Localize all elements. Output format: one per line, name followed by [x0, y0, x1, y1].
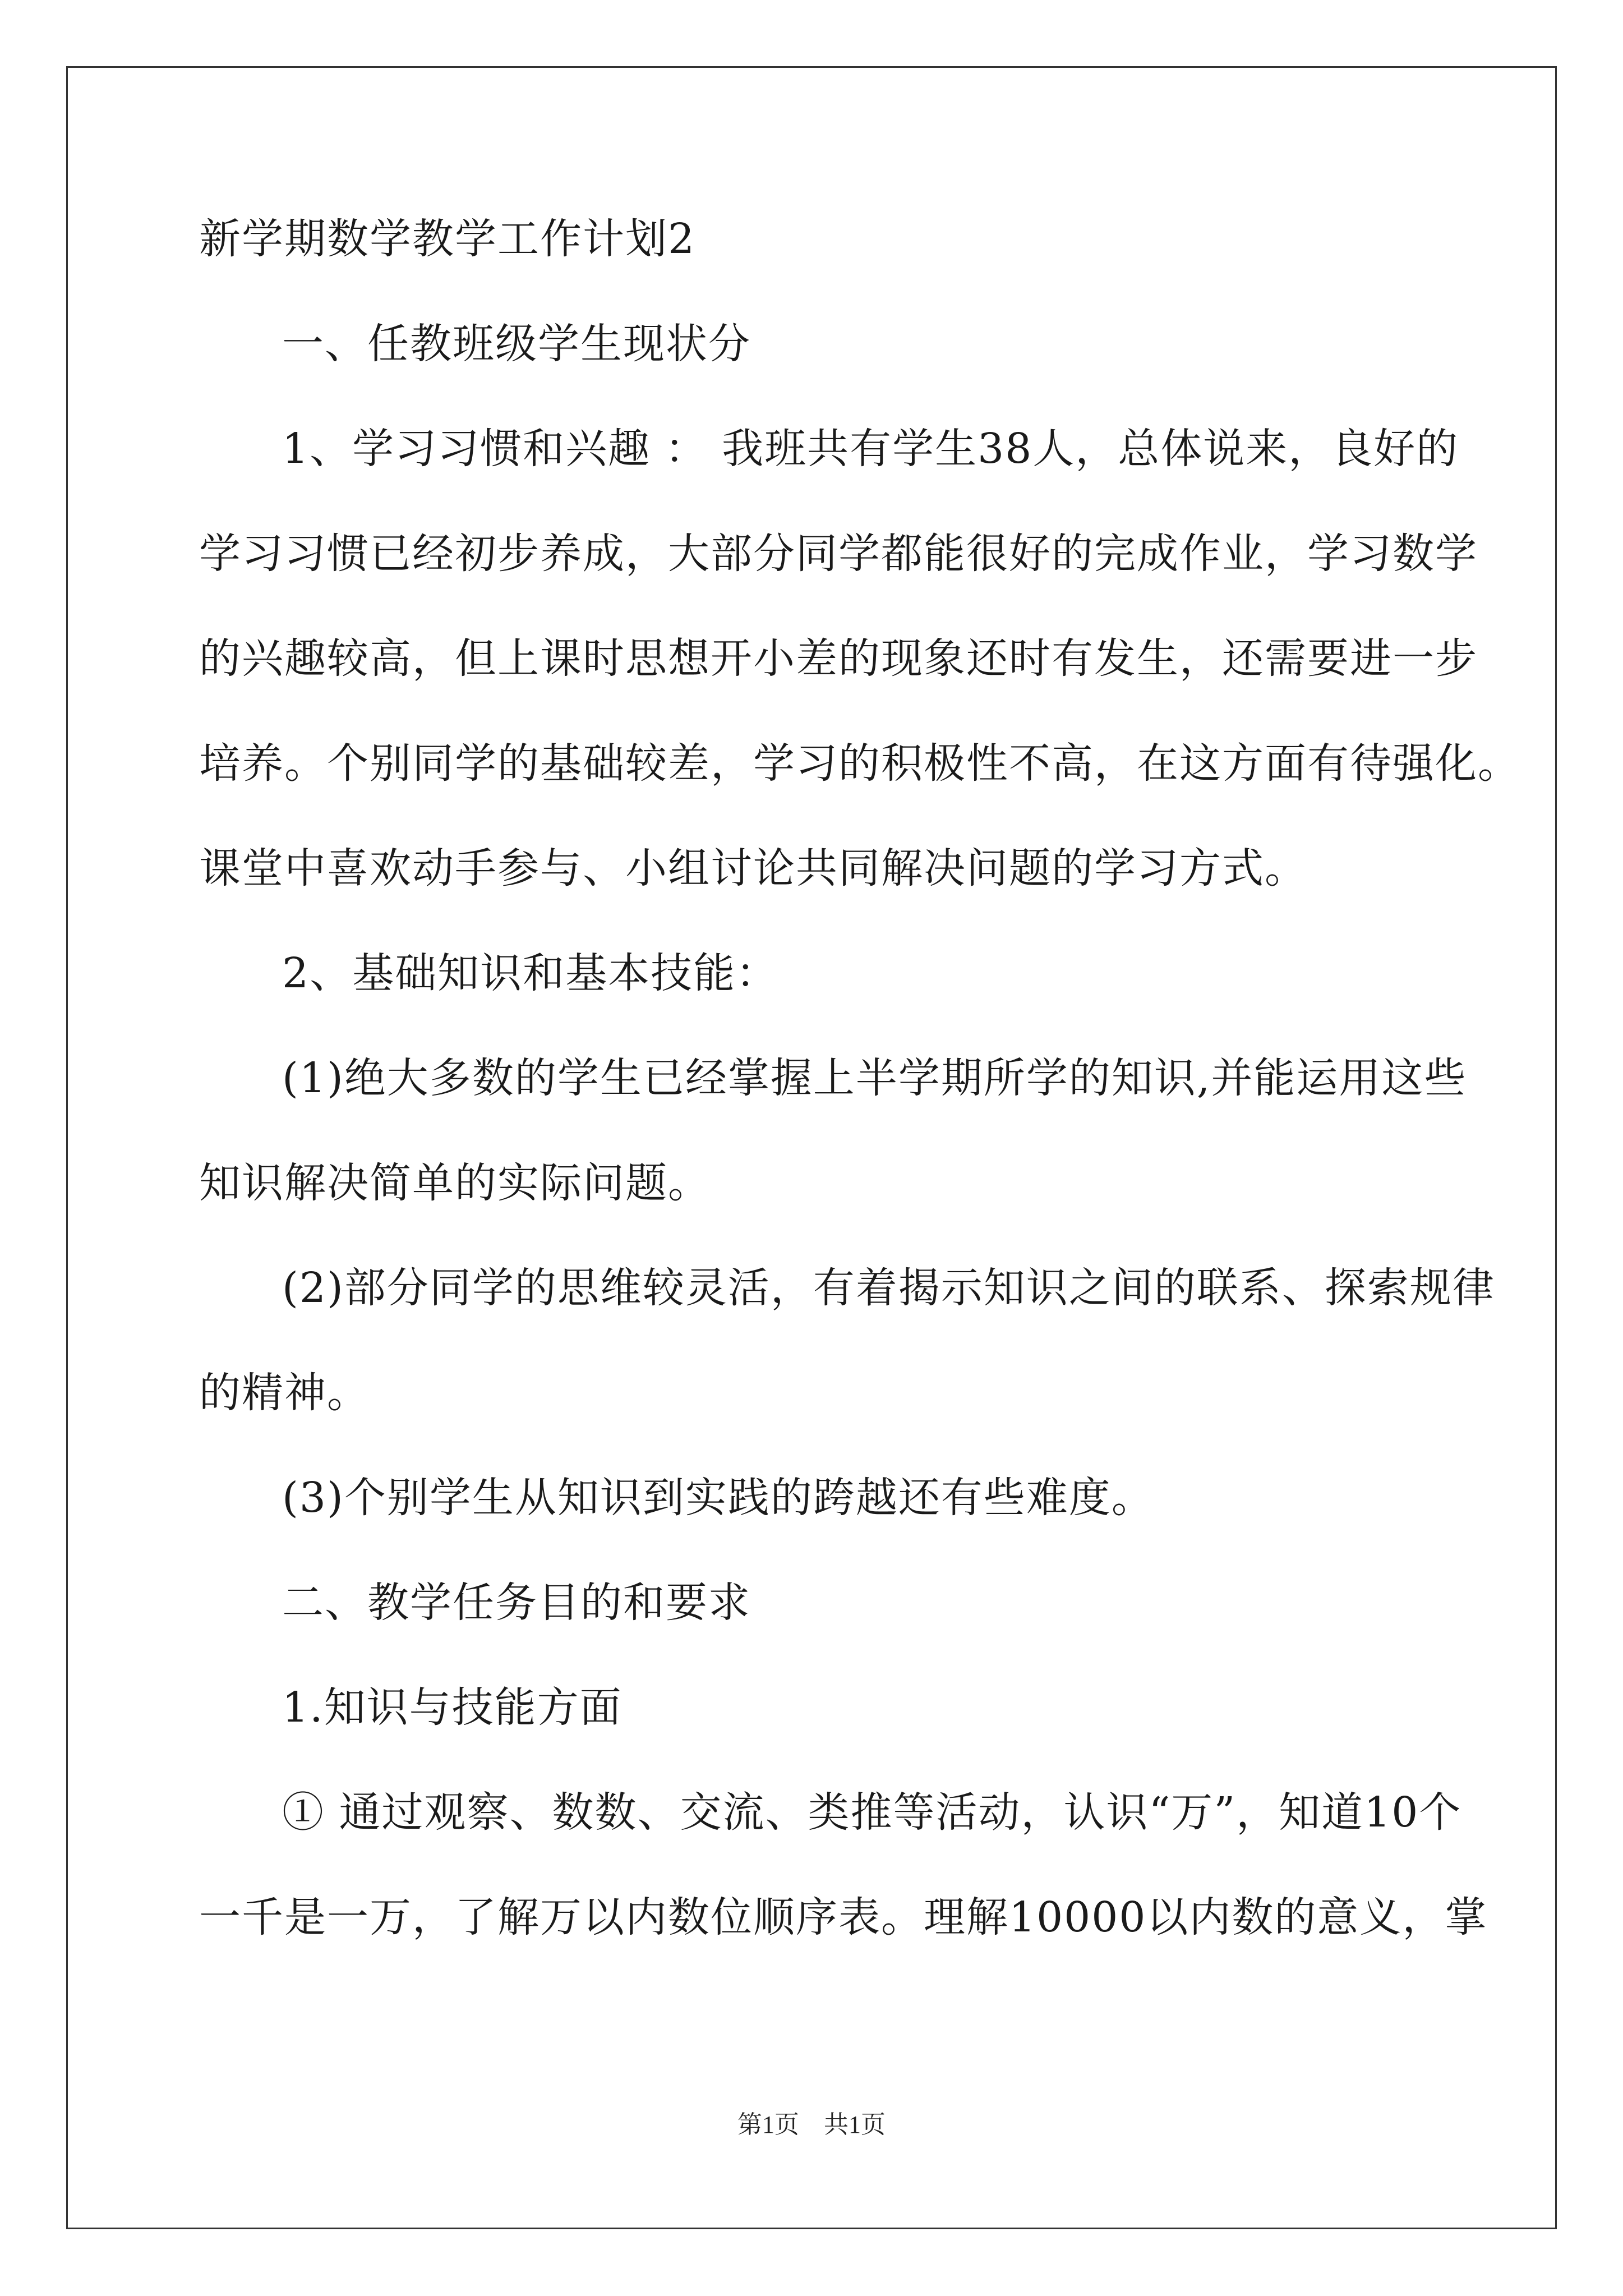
paragraph-line: 学习习惯已经初步养成，大部分同学都能很好的完成作业，学习数学 [199, 530, 1478, 578]
subsection-heading: 1.知识与技能方面 [282, 1683, 623, 1732]
subsection-heading: 2、基础知识和基本技能： [282, 949, 779, 997]
paragraph-line: 1、学习习惯和兴趣 ： 我班共有学生38人，总体说来，良好的 [282, 425, 1459, 473]
paragraph-line: 知识解决简单的实际问题。 [199, 1159, 711, 1207]
paragraph-line: ① 通过观察、数数、交流、类推等活动，认识“万”，知道10个 [282, 1788, 1462, 1837]
document-title: 新学期数学教学工作计划2 [199, 215, 696, 263]
section-heading: 一、任教班级学生现状分 [282, 320, 751, 368]
page-number-footer: 第1页 共1页 [737, 2111, 886, 2138]
paragraph-line: (2)部分同学的思维较灵活，有着揭示知识之间的联系、探索规律 [282, 1264, 1495, 1312]
paragraph-line: (1)绝大多数的学生已经掌握上半学期所学的知识,并能运用这些 [282, 1054, 1467, 1102]
paragraph-line: 课堂中喜欢动手参与、小组讨论共同解决问题的学习方式。 [199, 844, 1307, 892]
paragraph-line: 培养。个别同学的基础较差，学习的积极性不高，在这方面有待强化。 [199, 739, 1520, 788]
paragraph-line: (3)个别学生从知识到实践的跨越还有些难度。 [282, 1474, 1154, 1522]
paragraph-line: 的精神。 [199, 1369, 370, 1417]
document-body [199, 213, 1520, 1996]
section-heading: 二、教学任务目的和要求 [282, 1579, 751, 1627]
paragraph-line: 的兴趣较高，但上课时思想开小差的现象还时有发生，还需要进一步 [199, 634, 1478, 683]
paragraph-line: 一千是一万，了解万以内数位顺序表。理解10000以内数的意义，掌 [199, 1893, 1488, 1941]
